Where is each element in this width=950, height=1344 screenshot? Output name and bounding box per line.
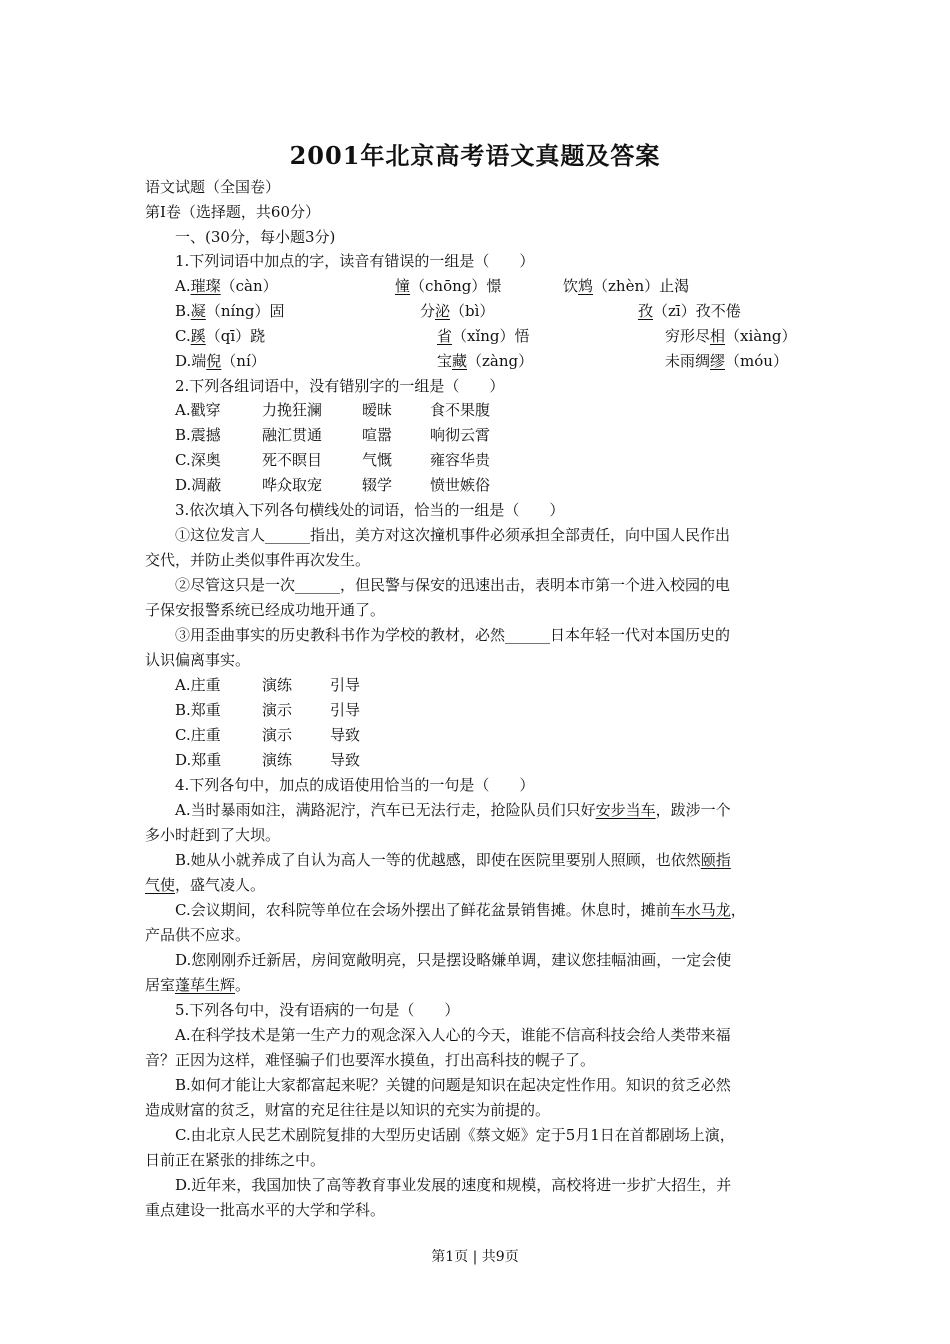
q3-sentence-1-cont: 交代，并防止类似事件再次发生。 [145,551,371,569]
q2-option-a: A.戳穿 力挽狂澜 暧昧 食不果腹 [175,401,491,419]
q2-option-d: D.凋蔽 哗众取宠 辍学 愤世嫉俗 [175,476,491,494]
q1-option-d-col3: 未雨绸缪（móu） [665,352,788,370]
page-footer: 第1页 | 共9页 [431,1249,519,1265]
q3-sentence-2-cont: 子保安报警系统已经成功地开通了。 [145,601,386,619]
q3-sentence-3-cont: 认识偏离事实。 [145,651,251,669]
q1-option-d-col1: D.端倪（ní） [175,352,266,370]
q2-option-b: B.震撼 融汇贯通 喧嚣 响彻云霄 [175,426,491,444]
q3-option-d: D.郑重 演练 导致 [175,751,361,769]
q2-stem: 2.下列各组词语中，没有错别字的一组是（ ） [175,377,505,395]
q4-option-d-cont: 居室蓬荜生辉。 [145,976,251,994]
q1-option-b-col1: B.凝（níng）固 [175,302,285,320]
q4-option-c: C.会议期间，农科院等单位在会场外摆出了鲜花盆景销售摊。休息时，摊前车水马龙， [175,901,746,919]
q1-stem: 1.下列词语中加点的字，读音有错误的一组是（ ） [175,252,535,270]
q4-option-b: B.她从小就养成了自认为高人一等的优越感，即使在医院里要别人照顾，也依然颐指 [175,851,731,869]
page-title: 2001年北京高考语文真题及答案 [289,141,661,170]
q4-option-a: A.当时暴雨如注，满路泥泞，汽车已无法行走，抢险队员们只好安步当车，跋涉一个 [175,801,731,819]
q1-option-c-col3: 穷形尽相（xiàng） [665,327,797,345]
subtitle: 语文试题（全国卷） [145,178,281,196]
q5-option-b: B.如何才能让大家都富起来呢？关键的问题是知识在起决定性作用。知识的贫乏必然 [175,1076,731,1094]
q5-option-c-cont: 日前正在紧张的排练之中。 [145,1151,326,1169]
q4-option-a-cont: 多小时赶到了大坝。 [145,826,281,844]
part-heading: 第Ⅰ卷（选择题，共60分） [145,203,321,221]
q5-option-a-cont: 音？正因为这样，难怪骗子们也要浑水摸鱼，打出高科技的幌子了。 [145,1051,596,1069]
q3-option-b: B.郑重 演示 引导 [175,701,361,719]
q3-sentence-1: ①这位发言人______指出，美方对这次撞机事件必须承担全部责任，向中国人民作出 [175,526,731,544]
q5-stem: 5.下列各句中，没有语病的一句是（ ） [175,1001,460,1019]
q1-option-c-col2: 省（xǐng）悟 [437,327,530,345]
q5-option-d-cont: 重点建设一批高水平的大学和学科。 [145,1201,386,1219]
q3-option-a: A.庄重 演练 引导 [175,676,361,694]
q4-stem: 4.下列各句中，加点的成语使用恰当的一句是（ ） [175,776,535,794]
q1-option-a-col2: 憧（chōng）憬 [395,277,502,295]
q1-option-b-col2: 分泌（bì） [420,302,495,320]
q5-option-a: A.在科学技术是第一生产力的观念深入人心的今天，谁能不信高科技会给人类带来福 [175,1026,731,1044]
q3-sentence-3: ③用歪曲事实的历史教科书作为学校的教材，必然______日本年轻一代对本国历史的 [175,626,731,644]
section-heading: 一、(30分，每小题3分) [175,228,336,246]
q2-option-c: C.深奥 死不瞑目 气慨 雍容华贵 [175,451,491,469]
q3-option-c: C.庄重 演示 导致 [175,726,361,744]
q1-option-c-col1: C.蹊（qī）跷 [175,327,266,345]
q5-option-b-cont: 造成财富的贫乏，财富的充足往往是以知识的充实为前提的。 [145,1101,551,1119]
q4-option-d: D.您刚刚乔迁新居，房间宽敞明亮，只是摆设略嫌单调，建议您挂幅油画，一定会使 [175,951,732,969]
q3-stem: 3.依次填入下列各句横线处的词语，恰当的一组是（ ） [175,501,565,519]
q3-sentence-2: ②尽管这只是一次______，但民警与保安的迅速出击，表明本市第一个进入校园的电 [175,576,731,594]
q5-option-d: D.近年来，我国加快了高等教育事业发展的速度和规模，高校将进一步扩大招生，并 [175,1176,732,1194]
q1-option-a-col1: A.璀璨（càn） [175,277,278,295]
q1-option-b-col3: 孜（zī）孜不倦 [638,302,741,320]
q4-option-c-cont: 产品供不应求。 [145,926,251,944]
q5-option-c: C.由北京人民艺术剧院复排的大型历史话剧《蔡文姬》定于5月1日在首都剧场上演， [175,1126,735,1144]
q4-option-b-cont: 气使，盛气凌人。 [145,876,266,894]
q1-option-d-col2: 宝藏（zàng） [437,352,534,370]
q1-option-a-col3: 饮鸩（zhèn）止渴 [563,277,690,295]
